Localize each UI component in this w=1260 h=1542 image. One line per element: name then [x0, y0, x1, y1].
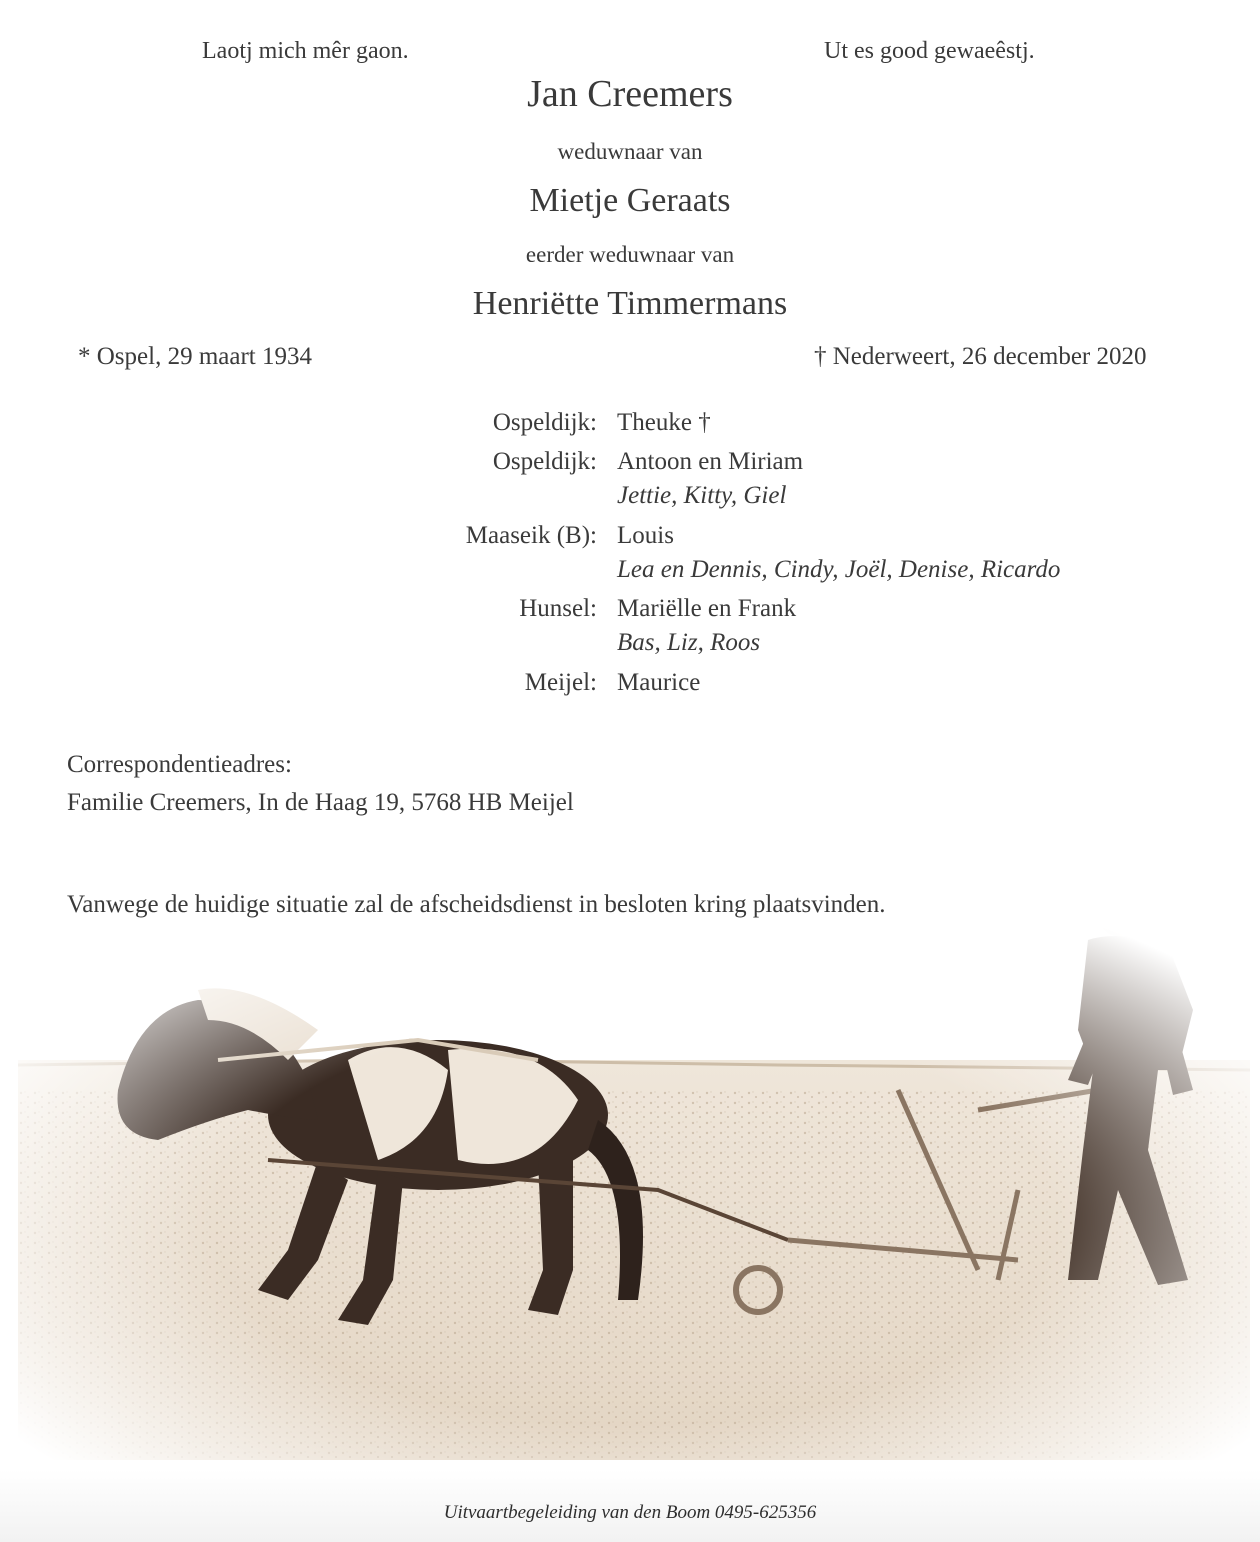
relation-line-1: weduwnaar van [557, 139, 703, 164]
family-names: Maurice [617, 669, 701, 696]
family-children: Lea en Dennis, Cindy, Joël, Denise, Ricardo [617, 556, 1061, 583]
family-children: Bas, Liz, Roos [617, 629, 761, 656]
family-place: Meijel: [524, 669, 597, 696]
motto-left: Laotj mich mêr gaon. [202, 38, 409, 64]
family-names: Theuke † [617, 409, 711, 436]
family-names: Louis [617, 522, 674, 549]
correspondence-label: Correspondentieadres: [67, 751, 292, 778]
correspondence-address: Familie Creemers, In de Haag 19, 5768 HB Meijel [67, 789, 574, 816]
funeral-director-footer: Uitvaartbegeleiding van den Boom 0495-625356 [443, 1502, 817, 1523]
family-names: Antoon en Miriam [617, 448, 804, 475]
family-place: Hunsel: [519, 595, 597, 622]
family-place: Ospeldijk: [492, 409, 597, 436]
service-notice: Vanwege de huidige situatie zal de afscheidsdienst in besloten kring plaatsvinden. [67, 891, 886, 918]
family-place: Ospeldijk: [492, 448, 597, 475]
family-place: Maaseik (B): [465, 522, 597, 549]
spouse-name-2: Henriëtte Timmermans [472, 285, 788, 322]
birth-info: * Ospel, 29 maart 1934 [78, 343, 312, 370]
motto-right: Ut es good gewaeêstj. [824, 38, 1035, 64]
death-info: † Nederweert, 26 december 2020 [814, 343, 1147, 370]
deceased-name: Jan Creemers [527, 73, 733, 115]
family-names: Mariëlle en Frank [617, 595, 797, 622]
ploughing-photo [18, 860, 1250, 1460]
family-children: Jettie, Kitty, Giel [617, 482, 787, 509]
spouse-name-1: Mietje Geraats [529, 182, 731, 219]
relation-line-2: eerder weduwnaar van [525, 242, 735, 267]
